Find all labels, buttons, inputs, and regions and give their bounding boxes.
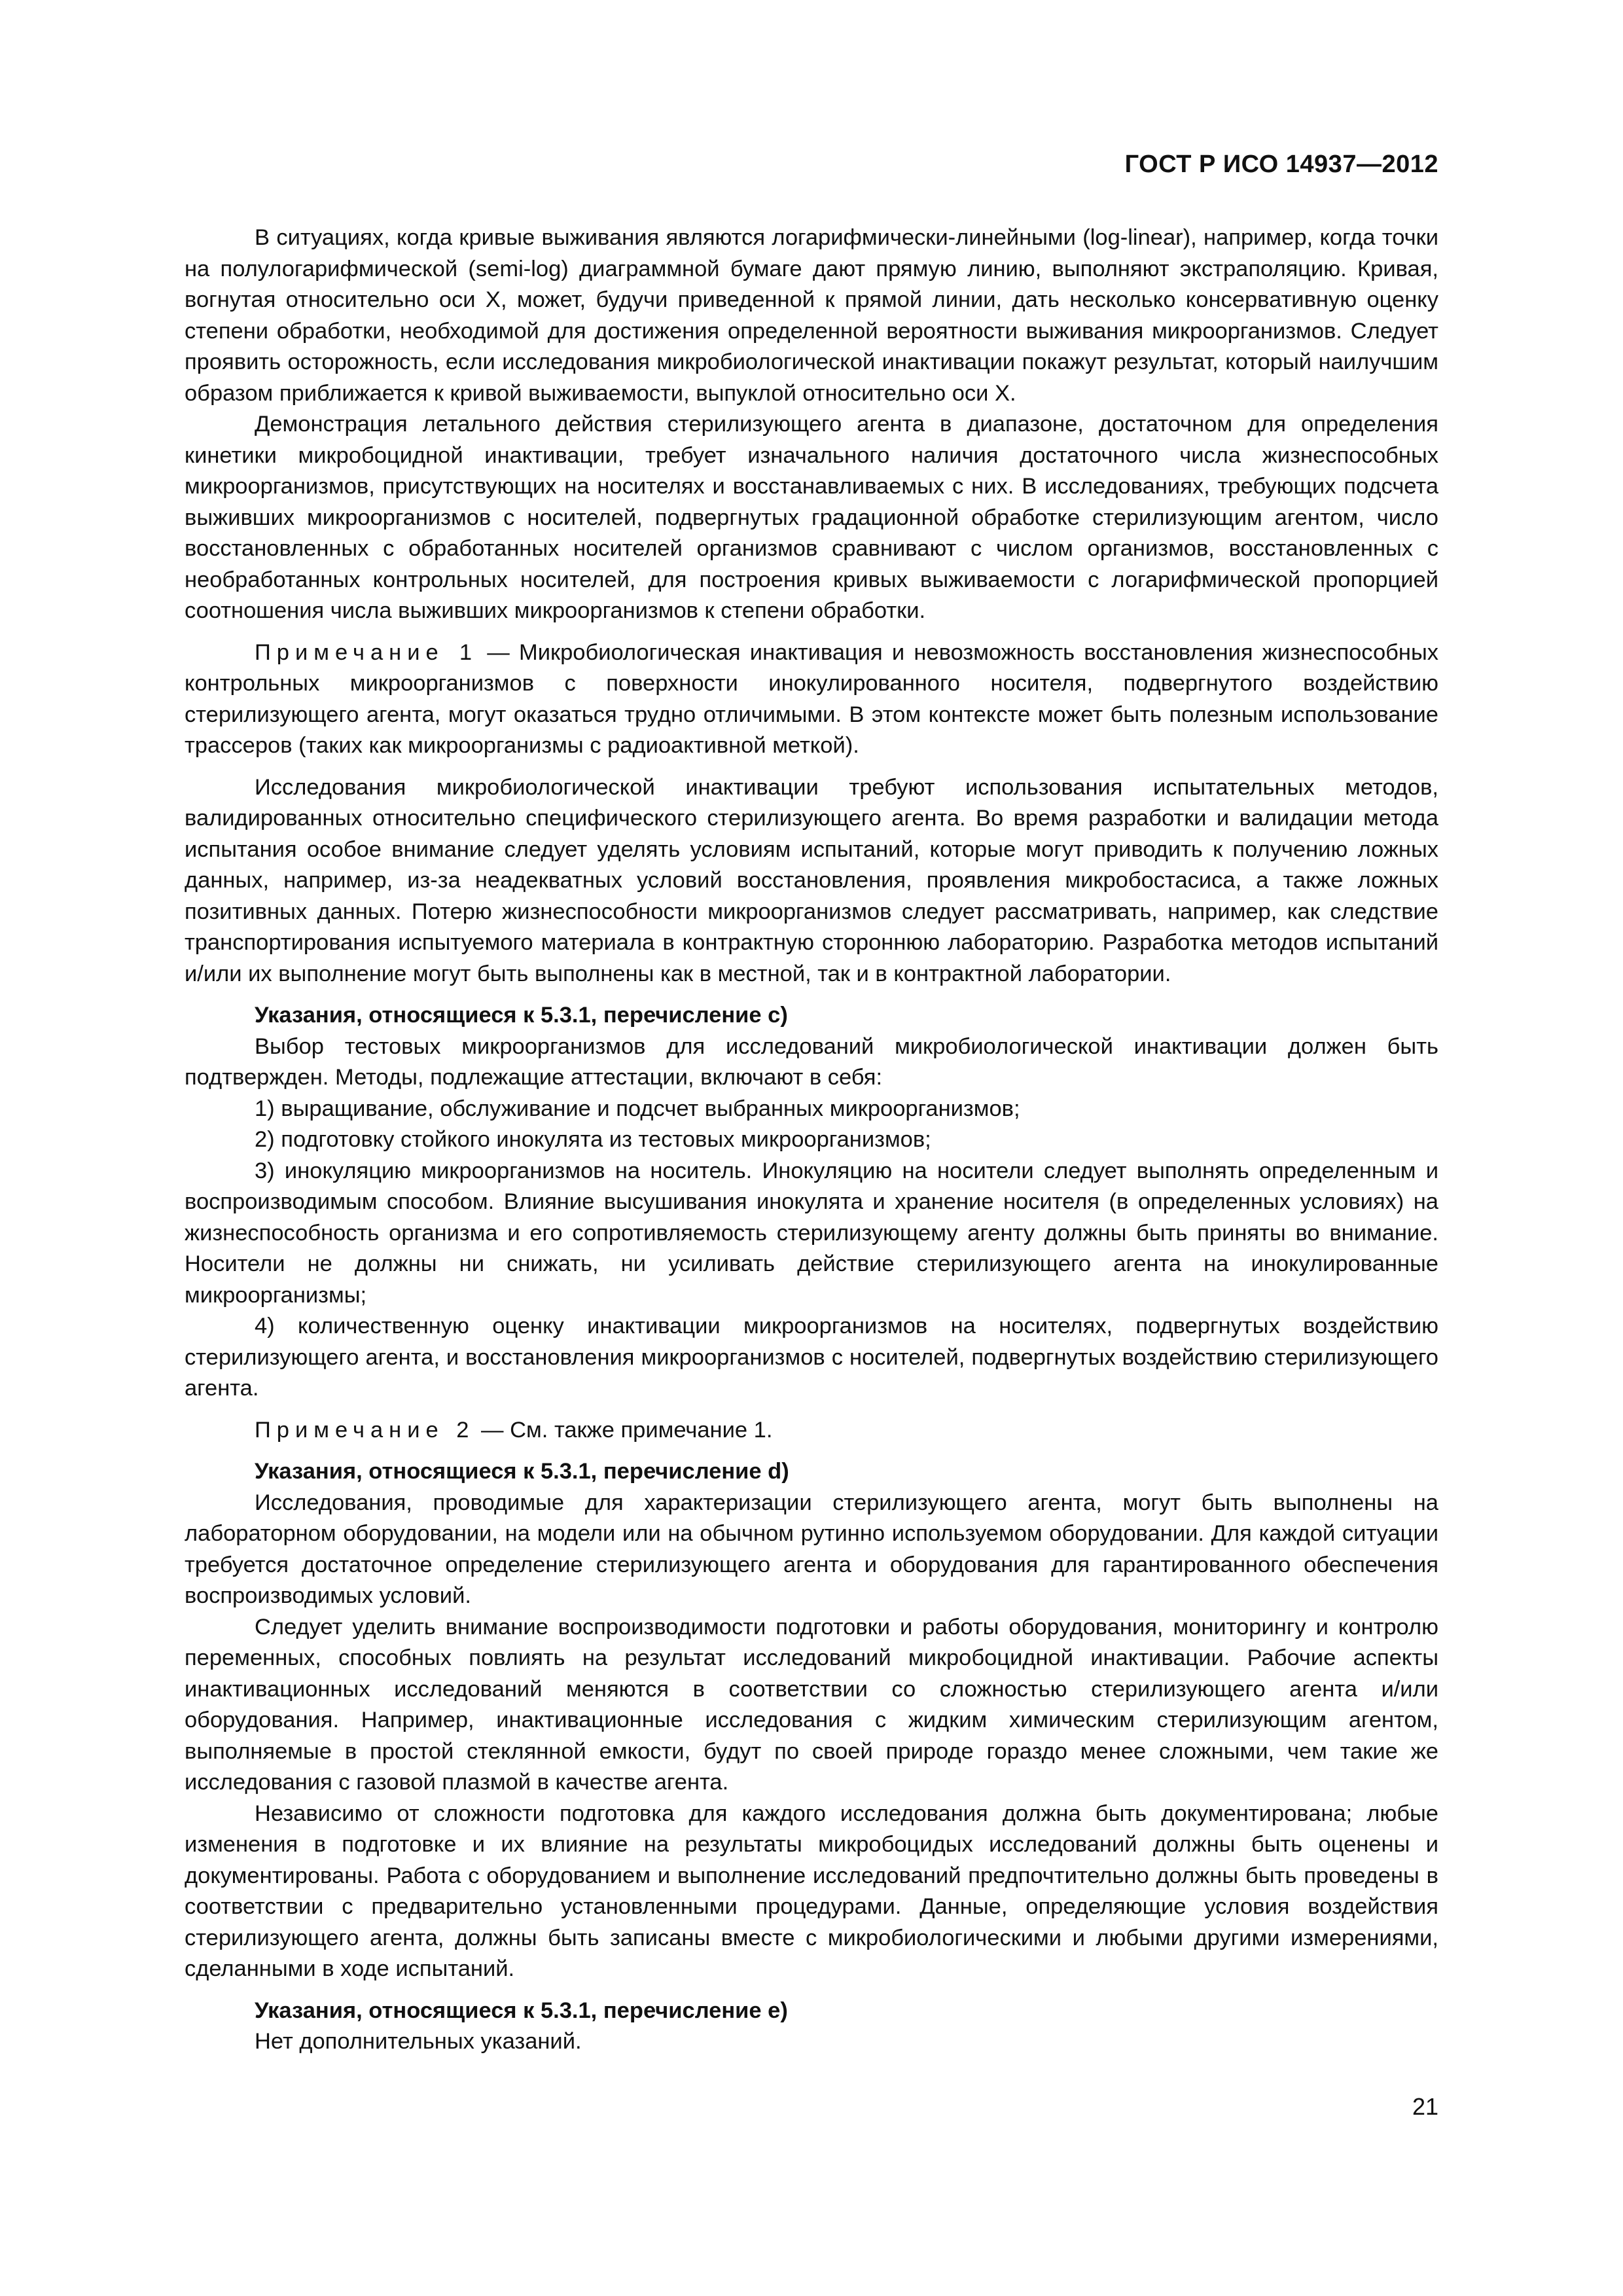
paragraph-test-organisms: Выбор тестовых микроорганизмов для исследований микробиологической инактивации должен быть подтвержден. Методы, подлежащие аттестации, включают в себя: (185, 1033, 1438, 1090)
note-1-text: — Микробиологическая инактивация и невозможность восстановления жизнеспособных контрольных микроорганизмов с поверхности инокулированного носителя, подвергнутого воздействию стерилизующего агента, могут оказаться трудно отличимыми. В этом контексте может быть полезным использование трассеров (таких как микроорганизмы с радиоактивной меткой). (185, 639, 1438, 758)
document-body (185, 223, 1438, 2058)
paragraph-test-methods: Исследования микробиологической инактивации требуют использования испытательных методов, валидированных относительно специфического стерилизующего агента. Во время разработки и валидации метода испытания особое внимание следует уделять условиям испытаний, которые могут приводить к получению ложных данных, например, из-за неадекватных условий восстановления, проявления микробостасиса, а также ложных позитивных данных. Потерю жизнеспособности микроорганизмов следует рассматривать, например, как следствие транспортирования испытуемого материала в контрактную стороннюю лабораторию. Разработка методов испытаний и/или их выполнение могут быть выполнены как в местной, так и в контрактной лаборатории. (185, 774, 1438, 986)
list-item-4: 4) количественную оценку инактивации микроорганизмов на носителях, подвергнутых воздействию стерилизующего агента, и восстановления микроорганизмов с носителей, подвергнутых воздействию стерилизующего агента. (185, 1314, 1438, 1401)
paragraph-reproducibility: Следует уделить внимание воспроизводимости подготовки и работы оборудования, мониторингу и контролю переменных, способных повлиять на результат исследований микробоцидной инактивации. Рабочие аспекты инактивационных исследований меняются в соответствии со сложностью стерилизующего агента и/или оборудования. Например, инактивационные исследования с жидким химическим стерилизующим агентом, выполняемые в простой стеклянной емкости, будут по своей природе гораздо менее сложными, чем такие же исследования с газовой плазмой в качестве агента. (185, 1614, 1438, 1795)
heading-5-3-1-d: Указания, относящиеся к 5.3.1, перечисление d) (255, 1459, 789, 1484)
standard-designation: ГОСТ Р ИСО 14937—2012 (1124, 151, 1438, 178)
paragraph-documentation: Независимо от сложности подготовка для каждого исследования должна быть документирована; любые изменения в подготовке и их влияние на результаты микробоцидых исследований должны быть оценены и документированы. Работа с оборудованием и выполнение исследований предпочтительно должны быть проведены в соответствии с предварительно установленными процедурами. Данные, определяющие условия воздействия стерилизующего агента, должны быть записаны вместе с микробиологическими и любыми другими измерениями, сделанными в ходе испытаний. (185, 1801, 1438, 1981)
paragraph-lethal-action: Демонстрация летального действия стерилизующего агента в диапазоне, достаточном для определения кинетики микробоцидной инактивации, требует изначального наличия достаточного числа жизнеспособных микроорганизмов, присутствующих на носителях и восстанавливаемых с них. В исследованиях, требующих подсчета выживших микроорганизмов с носителей, подвергнутых градационной обработке стерилизующим агентом, число восстановленных с обработанных носителей организмов сравнивают с числом организмов, восстановленных с необработанных контрольных носителей, для построения кривых выживаемости с логарифмической пропорцией соотношения числа выживших микроорганизмов к степени обработки. (185, 412, 1438, 623)
note-1-label: Примечание 1 (255, 639, 478, 665)
list-item-1: 1) выращивание, обслуживание и подсчет выбранных микроорганизмов; (255, 1096, 1020, 1121)
paragraph-log-linear: В ситуациях, когда кривые выживания являются логарифмически-линейными (log-linear), например, когда точки на полулогарифмической (semi-log) диаграммной бумаге дают прямую линию, выполняют экстраполяцию. Кривая, вогнутая относительно оси X, может, будучи приведенной к прямой линии, дать несколько консервативную оценку степени обработки, необходимой для достижения определенной вероятности выживания микроорганизмов. Следует проявить осторожность, если исследования микробиологической инактивации покажут результат, который наилучшим образом приближается к кривой выживаемости, выпуклой относительно оси X. (185, 225, 1438, 406)
paragraph-characterization: Исследования, проводимые для характеризации стерилизующего агента, могут быть выполнены на лабораторном оборудовании, на модели или на обычном рутинно используемом оборудовании. Для каждой ситуации требуется достаточное определение стерилизующего агента и оборудования для гарантированного обеспечения воспроизводимых условий. (185, 1490, 1438, 1608)
page-number: 21 (1412, 2093, 1438, 2120)
list-item-3: 3) инокуляцию микроорганизмов на носитель. Инокуляцию на носители следует выполнять определенным и воспроизводимым способом. Влияние высушивания инокулята и хранение носителя (в определенных условиях) на жизнеспособность организма и его сопротивляемость стерилизующему агенту должны быть приняты во внимание. Носители не должны ни снижать, ни усиливать действие стерилизующего агента на инокулированные микроорганизмы; (185, 1158, 1438, 1308)
note-2 (185, 1415, 1438, 1446)
list-item-2: 2) подготовку стойкого инокулята из тестовых микроорганизмов; (255, 1127, 931, 1152)
heading-5-3-1-c: Указания, относящиеся к 5.3.1, перечисление c) (255, 1003, 788, 1028)
note-1 (185, 637, 1438, 762)
heading-5-3-1-e: Указания, относящиеся к 5.3.1, перечисление e) (255, 1998, 788, 2023)
paragraph-no-guidance: Нет дополнительных указаний. (255, 2029, 582, 2054)
note-2-text: — См. также примечание 1. (474, 1417, 773, 1443)
note-2-label: Примечание 2 (255, 1417, 475, 1443)
